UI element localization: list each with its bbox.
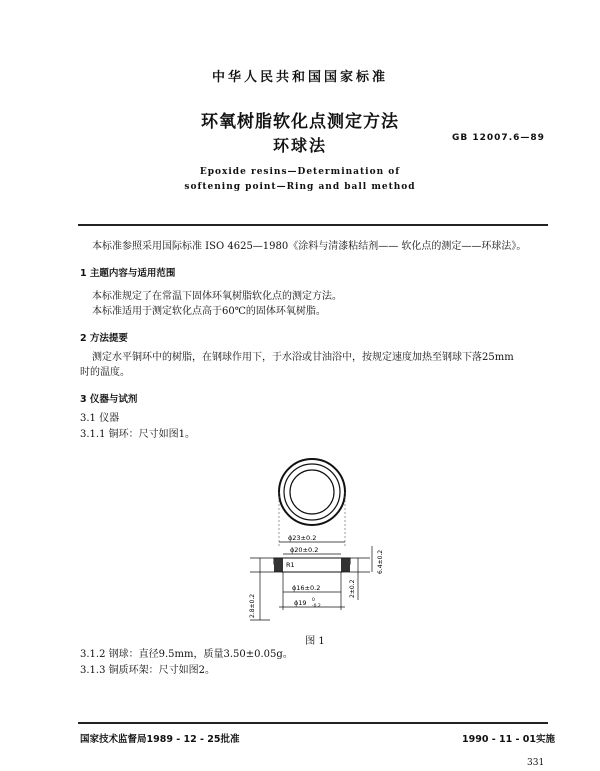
standard-title: 环氧树脂软化点测定方法	[201, 112, 399, 132]
implementation-date: 1990 - 11 - 01实施	[462, 734, 555, 745]
dim-d23-label: ϕ23±0.2	[288, 534, 317, 542]
section-2-paragraph-line1: 测定水平铜环中的树脂，在钢球作用下，于水浴或甘油浴中，按规定速度加热至钢球下落25mm	[92, 352, 514, 363]
section-1-paragraph-1: 本标准规定了在常温下固体环氧树脂软化点的测定方法。	[92, 291, 342, 302]
dim-h2-label: 2±0.2	[349, 579, 356, 598]
footer-rule	[78, 722, 548, 724]
section-1-paragraph-2: 本标准适用于测定软化点高于60℃的固体环氧树脂。	[92, 306, 326, 317]
section-1-heading: 1 主题内容与适用范围	[80, 268, 176, 279]
intro-paragraph: 本标准参照采用国际标准 ISO 4625—1980《涂料与清漆粘结剂—— 软化点的测定——环球法》。	[92, 241, 527, 252]
page-number: 331	[527, 758, 545, 768]
dim-h28-label: 2.8±0.2	[249, 593, 256, 618]
section-3-1-1: 3.1.1 铜环：尺寸如图1。	[80, 429, 195, 440]
section-3-1-heading: 3.1 仪器	[80, 413, 120, 424]
ring-top-view	[279, 459, 345, 525]
section-3-1-3: 3.1.3 铜质环架：尺寸如图2。	[80, 665, 215, 676]
section-3-1-2: 3.1.2 钢球：直径9.5mm，质量3.50±0.05g。	[80, 649, 293, 660]
figure-1-caption: 图 1	[305, 636, 325, 647]
section-2-paragraph-line2: 时的温度。	[80, 367, 130, 378]
approval-date: 国家技术监督局1989 - 12 - 25批准	[80, 734, 240, 745]
dim-d19-tolerance-lower: -0.2	[312, 604, 321, 609]
standard-number: GB 12007.6—89	[452, 133, 545, 143]
dim-d16-label: ϕ16±0.2	[292, 584, 321, 592]
standard-subtitle: 环球法	[272, 136, 327, 155]
dim-d19-label: ϕ19	[294, 599, 307, 607]
header-rule	[78, 224, 548, 226]
ring-section-view	[250, 558, 370, 572]
dim-h64-label: 6.4±0.2	[377, 549, 384, 574]
dim-d19-tolerance-upper: 0	[312, 598, 315, 603]
issuing-body-title: 中华人民共和国国家标准	[211, 70, 388, 85]
section-3-heading: 3 仪器与试剂	[80, 394, 138, 405]
english-title-line2: softening point—Ring and ball method	[184, 182, 416, 192]
section-2-heading: 2 方法提要	[80, 333, 128, 344]
dim-d20-label: ϕ20±0.2	[290, 546, 319, 554]
english-title-line1: Epoxide resins—Determination of	[199, 167, 401, 177]
dim-r1-label: R1	[286, 561, 295, 569]
figure-1-ring-drawing	[230, 450, 410, 628]
